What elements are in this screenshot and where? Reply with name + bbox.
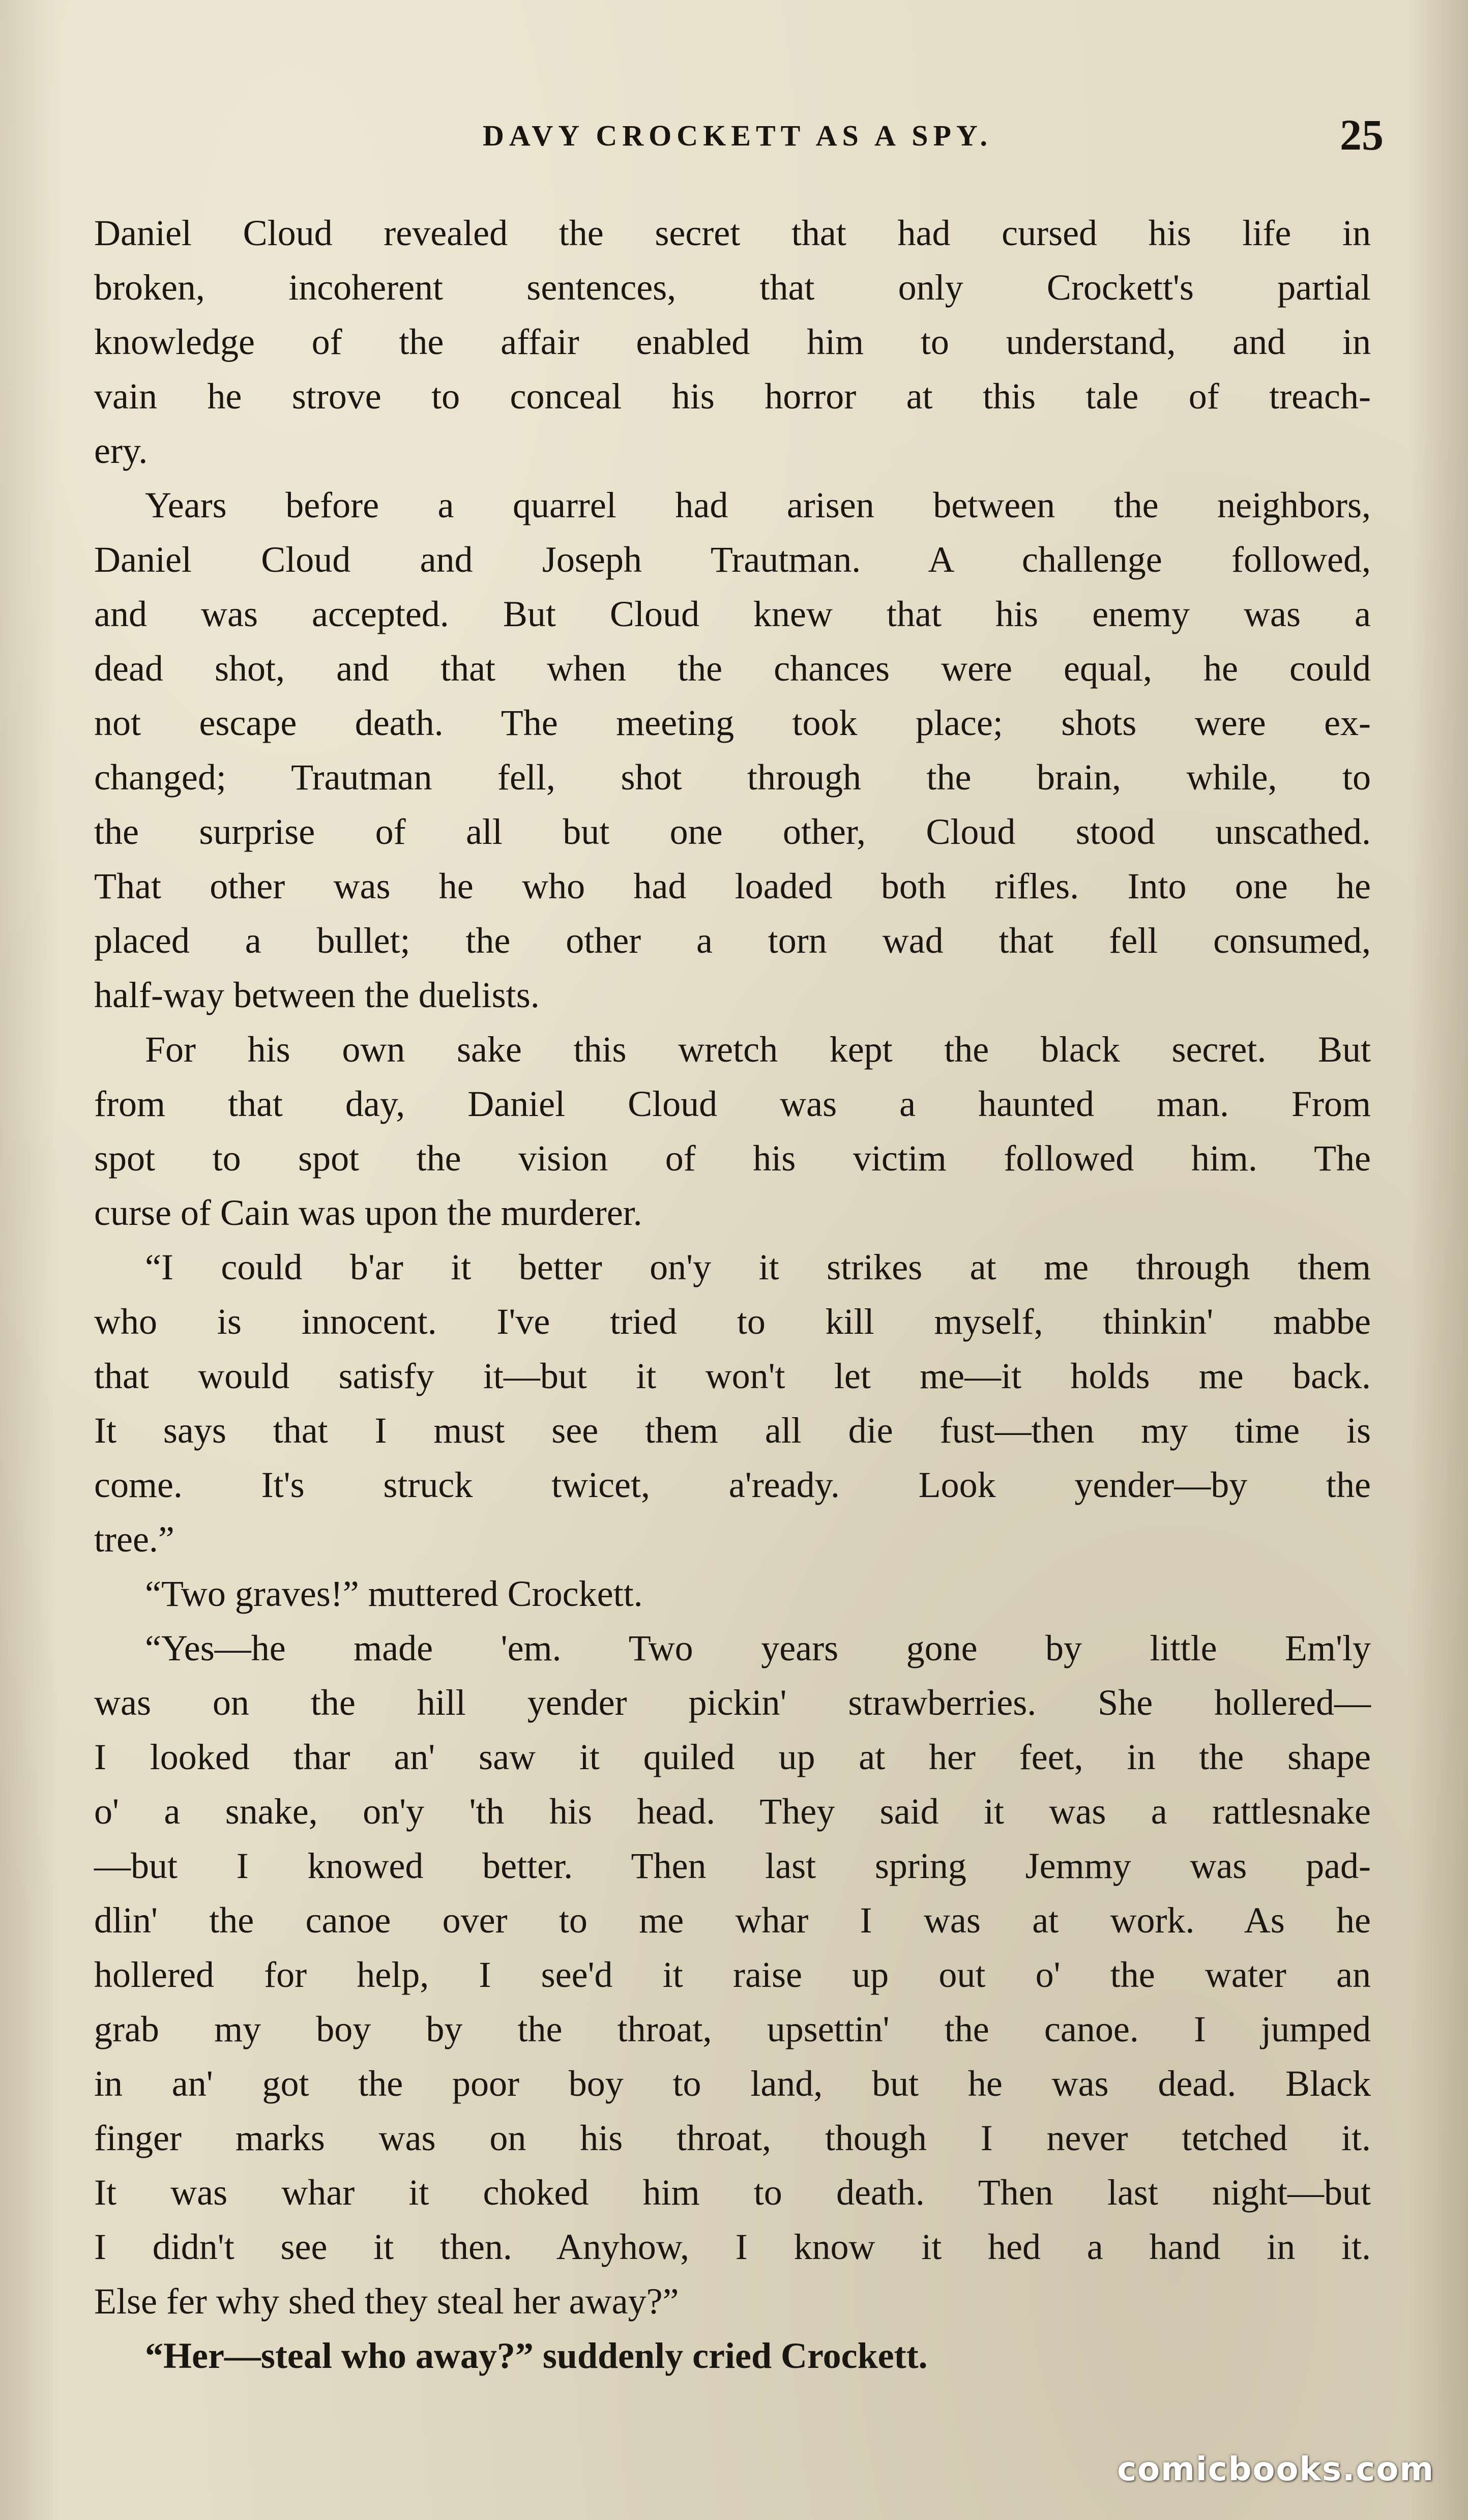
text-line: ery. xyxy=(94,430,148,471)
text-line: broken, incoherent sentences, that only Crockett's partial xyxy=(94,267,1371,308)
text-line: I didn't see it then. Anyhow, I know it hed a hand in it. xyxy=(94,2226,1371,2267)
text-line: who is innocent. I've tried to kill myself, thinkin' mabbe xyxy=(94,1301,1371,1342)
text-line: grab my boy by the throat, upsettin' the canoe. I jumped xyxy=(94,2009,1371,2049)
text-line: Else fer why shed they steal her away?” xyxy=(94,2281,679,2322)
paragraph xyxy=(94,478,1371,1022)
paragraph xyxy=(94,206,1371,478)
paragraph xyxy=(94,1567,1371,1621)
text-line: “Two graves!” muttered Crockett. xyxy=(145,1573,643,1614)
text-line: “Yes—he made 'em. Two years gone by little Em'ly xyxy=(145,1628,1371,1668)
text-line: Daniel Cloud revealed the secret that had cursed his life in xyxy=(94,213,1371,253)
watermark: comicbooks.com xyxy=(1117,2451,1434,2488)
paragraph xyxy=(94,1240,1371,1567)
text-line: knowledge of the affair enabled him to understand, and in xyxy=(94,321,1371,362)
text-line: in an' got the poor boy to land, but he was dead. Black xyxy=(94,2063,1371,2104)
text-line: o' a snake, on'y 'th his head. They said it was a rattlesnake xyxy=(94,1791,1371,1832)
text-line: the surprise of all but one other, Cloud stood unscathed. xyxy=(94,811,1371,852)
running-title: DAVY CROCKETT AS A SPY. xyxy=(483,119,992,152)
text-line: placed a bullet; the other a torn wad that fell consumed, xyxy=(94,920,1371,961)
text-line: come. It's struck twicet, a'ready. Look yender—by the xyxy=(94,1464,1371,1505)
text-line: “I could b'ar it better on'y it strikes at me through them xyxy=(145,1247,1371,1287)
text-line: half-way between the duelists. xyxy=(94,975,540,1015)
paragraph xyxy=(94,2329,1371,2383)
text-line: and was accepted. But Cloud knew that his enemy was a xyxy=(94,594,1371,634)
paragraph xyxy=(94,1022,1371,1240)
body-text xyxy=(94,206,1371,2383)
text-line: hollered for help, I see'd it raise up out o' the water an xyxy=(94,1954,1371,1995)
text-line: vain he strove to conceal his horror at this tale of treach- xyxy=(94,376,1371,417)
text-line: curse of Cain was upon the murderer. xyxy=(94,1192,642,1233)
running-head xyxy=(92,109,1384,165)
page-number: 25 xyxy=(1340,110,1384,159)
text-line: That other was he who had loaded both rifles. Into one he xyxy=(94,866,1371,906)
text-line: tree.” xyxy=(94,1519,174,1560)
text-line: spot to spot the vision of his victim followed him. The xyxy=(94,1138,1371,1179)
text-line: dlin' the canoe over to me whar I was at work. As he xyxy=(94,1900,1371,1941)
text-line: Years before a quarrel had arisen between the neighbors, xyxy=(145,485,1371,525)
text-line: finger marks was on his throat, though I never tetched it. xyxy=(94,2118,1371,2158)
text-line: not escape death. The meeting took place; shots were ex- xyxy=(94,702,1371,743)
text-line: that would satisfy it—but it won't let me—it holds me back. xyxy=(94,1356,1371,1396)
text-line: “Her—steal who away?” suddenly cried Crockett. xyxy=(145,2335,928,2376)
text-line: from that day, Daniel Cloud was a haunted man. From xyxy=(94,1083,1371,1124)
text-line: It says that I must see them all die fust—then my time is xyxy=(94,1410,1371,1451)
text-line: Daniel Cloud and Joseph Trautman. A challenge followed, xyxy=(94,539,1371,580)
text-line: changed; Trautman fell, shot through the brain, while, to xyxy=(94,757,1371,798)
paragraph xyxy=(94,1621,1371,2329)
text-line: was on the hill yender pickin' strawberries. She hollered— xyxy=(94,1682,1371,1723)
text-line: dead shot, and that when the chances were equal, he could xyxy=(94,648,1371,689)
text-line: It was whar it choked him to death. Then last night—but xyxy=(94,2172,1371,2213)
text-line: For his own sake this wretch kept the black secret. But xyxy=(145,1029,1371,1070)
text-line: —but I knowed better. Then last spring Jemmy was pad- xyxy=(94,1845,1371,1886)
text-line: I looked thar an' saw it quiled up at her feet, in the shape xyxy=(94,1737,1371,1777)
